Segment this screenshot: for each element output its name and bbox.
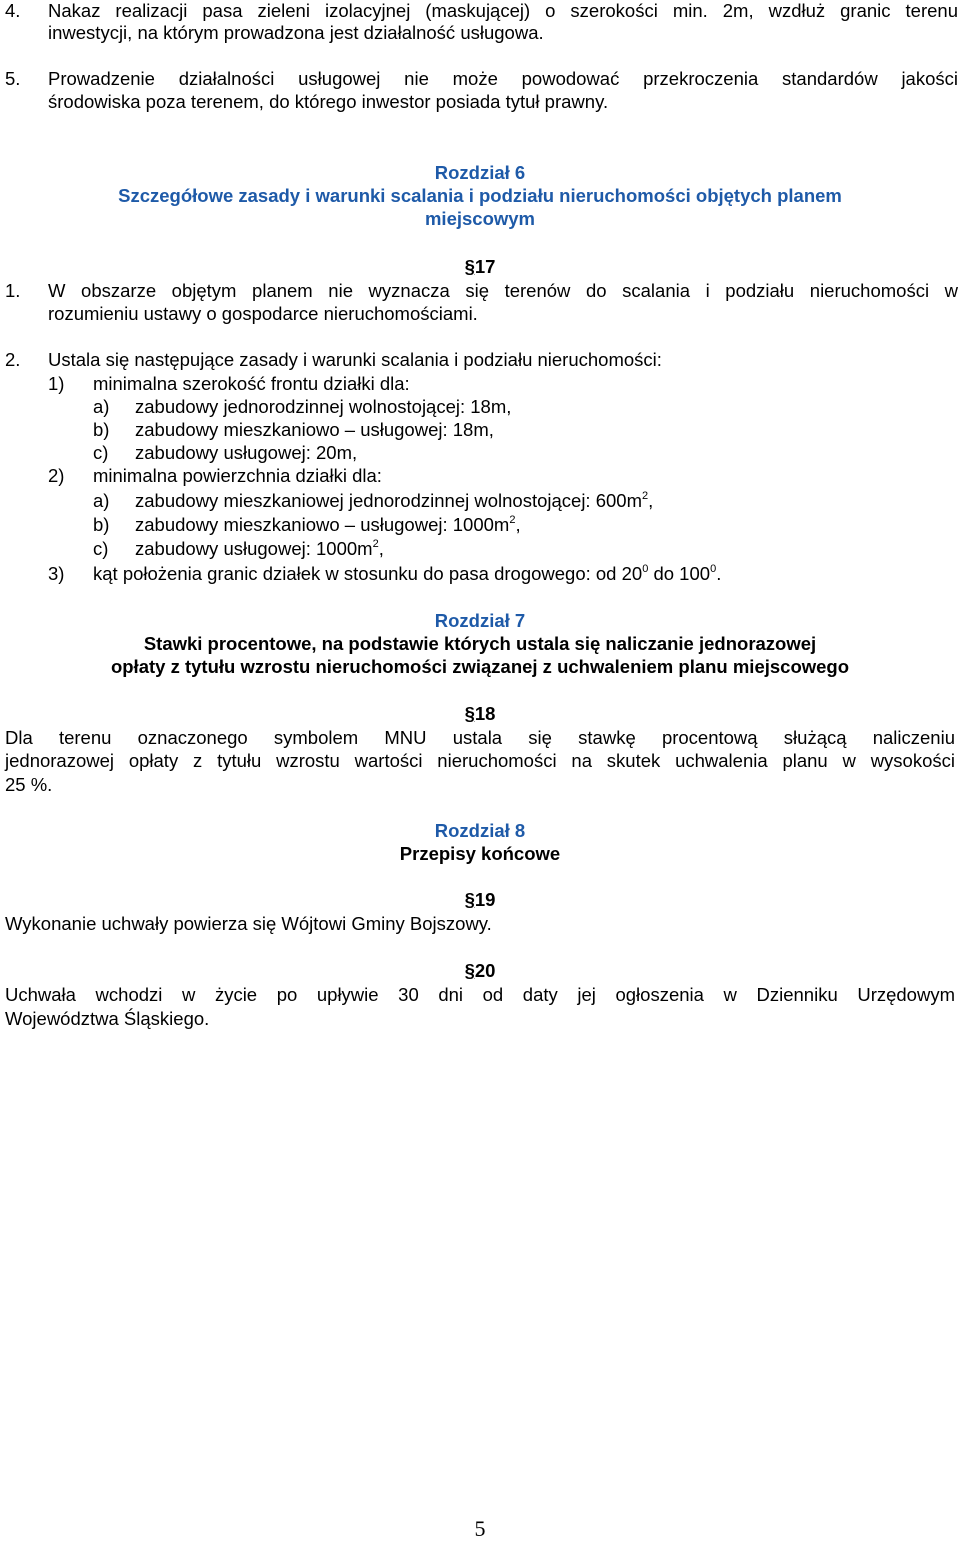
section-symbol: § bbox=[464, 889, 475, 910]
item2-sub-b bbox=[135, 514, 521, 537]
paragraph-17-heading bbox=[0, 256, 960, 279]
paragraph-18-number: 18 bbox=[474, 703, 496, 724]
item2-sub-a-after: , bbox=[648, 490, 654, 511]
chapter-7-title-line2: opłaty z tytułu wzrostu nieruchomości związanej z uchwaleniem planu miejscowego bbox=[110, 656, 850, 677]
paragraph-20-heading bbox=[0, 960, 960, 983]
chapter-7-title-line1: Stawki procentowe, na podstawie których ustala się naliczanie jednorazowej bbox=[143, 633, 817, 654]
item1-sub-a-number: a) bbox=[93, 396, 110, 417]
item2-sub-a-number: a) bbox=[93, 490, 110, 511]
paragraph-20-number: 20 bbox=[474, 960, 496, 981]
item-4-line1: Nakaz realizacji pasa zieleni izolacyjnej (maskującej) o szerokości min. 2m, wzdłuż granic terenu bbox=[48, 0, 958, 21]
par17-p2-number: 2. bbox=[5, 349, 21, 370]
item2-text: minimalna powierzchnia działki dla: bbox=[93, 465, 382, 486]
item2-sub-a-text: zabudowy mieszkaniowej jednorodzinnej wolnostojącej: 600m bbox=[135, 490, 642, 511]
item2-sub-a-superscript: 2 bbox=[641, 490, 649, 502]
item2-sub-b-text: zabudowy mieszkaniowo – usługowej: 1000m bbox=[135, 514, 510, 535]
chapter-7-label: Rozdział 7 bbox=[434, 610, 526, 631]
item1-number: 1) bbox=[48, 373, 65, 394]
item2-sub-b-after: , bbox=[515, 514, 521, 535]
chapter-6-title-line2: miejscowym bbox=[424, 208, 536, 229]
item1-sub-c-text: zabudowy usługowej: 20m, bbox=[135, 442, 358, 463]
item3-superscript-2: 0 bbox=[710, 563, 717, 575]
chapter-6-title-line1: Szczegółowe zasady i warunki scalania i podziału nieruchomości objętych planem bbox=[118, 185, 842, 206]
par20-line1: Uchwała wchodzi w życie po upływie 30 dni od daty jej ogłoszenia w Dzienniku Urzędowym bbox=[5, 984, 955, 1005]
section-symbol: § bbox=[464, 960, 475, 981]
par20-line2: Województwa Śląskiego. bbox=[5, 1008, 210, 1029]
section-symbol: § bbox=[464, 256, 475, 277]
chapter-8-label: Rozdział 8 bbox=[434, 820, 526, 841]
item2-sub-c-number: c) bbox=[93, 538, 109, 559]
item1-sub-b-text: zabudowy mieszkaniowo – usługowej: 18m, bbox=[135, 419, 494, 440]
item-5-line2: środowiska poza terenem, do którego inwestor posiada tytuł prawny. bbox=[48, 91, 609, 112]
par18-line1: Dla terenu oznaczonego symbolem MNU ustala się stawkę procentową służącą naliczeniu bbox=[5, 727, 955, 748]
par18-line3: 25 %. bbox=[5, 774, 53, 795]
paragraph-17-number: 17 bbox=[474, 256, 496, 277]
chapter-8-title: Przepisy końcowe bbox=[399, 843, 561, 864]
item-4-number: 4. bbox=[5, 0, 21, 21]
item2-sub-c-superscript: 2 bbox=[372, 538, 379, 550]
par19-text: Wykonanie uchwały powierza się Wójtowi Gminy Bojszowy. bbox=[5, 913, 492, 934]
item2-sub-b-number: b) bbox=[93, 514, 110, 535]
item2-sub-c bbox=[135, 538, 384, 561]
item1-sub-c-number: c) bbox=[93, 442, 109, 463]
item1-sub-a-text: zabudowy jednorodzinnej wolnostojącej: 18m, bbox=[135, 396, 512, 417]
section-symbol: § bbox=[464, 703, 475, 724]
par17-p1-number: 1. bbox=[5, 280, 21, 301]
page-number: 5 bbox=[474, 1516, 486, 1541]
item-4-line2: inwestycji, na którym prowadzona jest działalność usługowa. bbox=[48, 22, 544, 43]
item3 bbox=[93, 563, 721, 586]
item2-sub-c-after: , bbox=[378, 538, 384, 559]
item3-mid: do 100 bbox=[648, 563, 711, 584]
paragraph-18-heading bbox=[0, 703, 960, 726]
par17-p1-line1: W obszarze objętym planem nie wyznacza się terenów do scalania i podziału nieruchomości w bbox=[48, 280, 958, 301]
item3-end: . bbox=[716, 563, 722, 584]
item2-sub-b-superscript: 2 bbox=[509, 514, 516, 526]
item3-number: 3) bbox=[48, 563, 65, 584]
par17-p2-text: Ustala się następujące zasady i warunki scalania i podziału nieruchomości: bbox=[48, 349, 662, 370]
item3-superscript-1: 0 bbox=[642, 563, 649, 575]
item2-sub-a bbox=[135, 490, 653, 513]
chapter-6-label: Rozdział 6 bbox=[434, 162, 526, 183]
item2-number: 2) bbox=[48, 465, 65, 486]
par18-line2: jednorazowej opłaty z tytułu wzrostu wartości nieruchomości na skutek uchwalenia planu w wysokości bbox=[5, 750, 955, 771]
item-5-number: 5. bbox=[5, 68, 21, 89]
par17-p1-line2: rozumieniu ustawy o gospodarce nieruchomościami. bbox=[48, 303, 478, 324]
item2-sub-c-text: zabudowy usługowej: 1000m bbox=[135, 538, 373, 559]
item-5-line1: Prowadzenie działalności usługowej nie może powodować przekroczenia standardów jakości bbox=[48, 68, 958, 89]
item1-sub-b-number: b) bbox=[93, 419, 110, 440]
item3-text: kąt położenia granic działek w stosunku do pasa drogowego: od 20 bbox=[93, 563, 643, 584]
paragraph-19-number: 19 bbox=[474, 889, 496, 910]
item1-text: minimalna szerokość frontu działki dla: bbox=[93, 373, 410, 394]
paragraph-19-heading bbox=[0, 889, 960, 912]
